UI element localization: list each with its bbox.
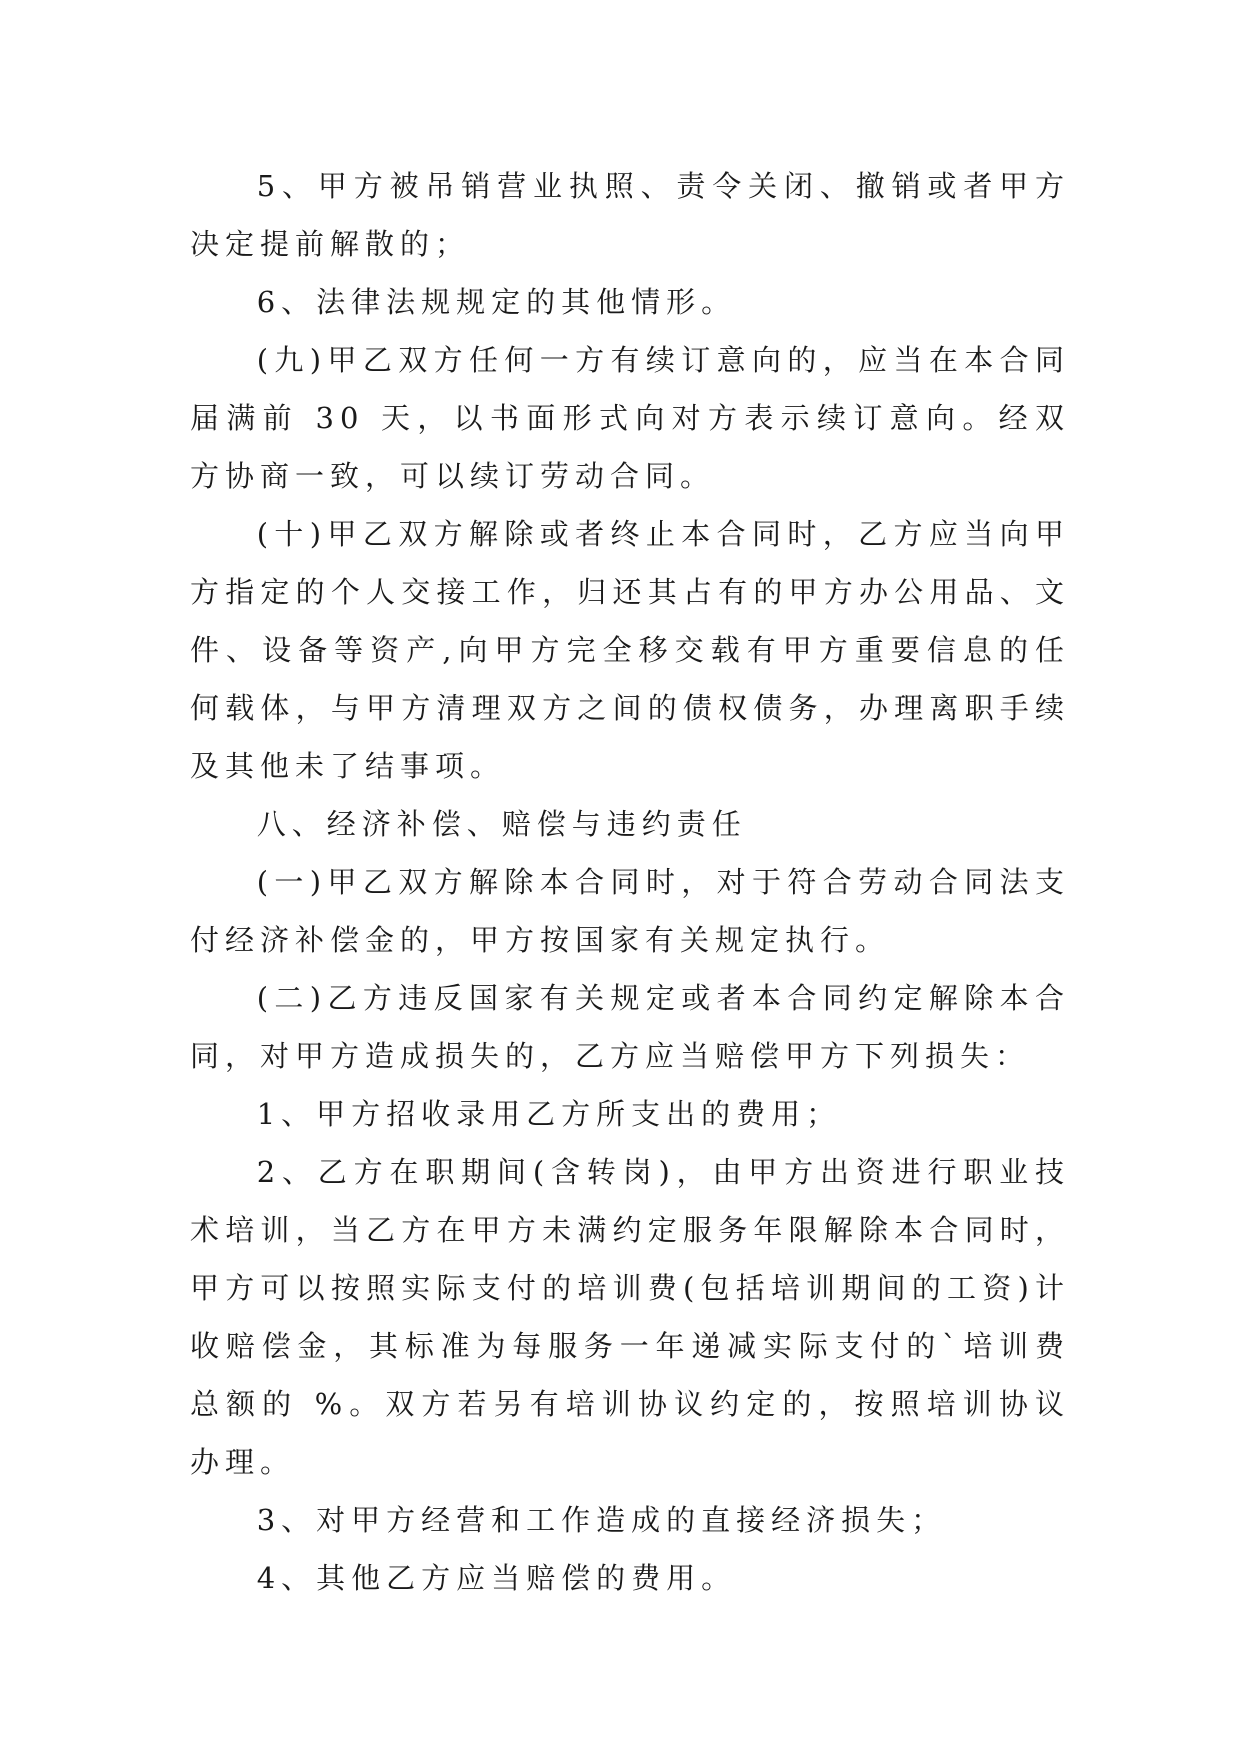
list-item-other-costs: 4、其他乙方应当赔偿的费用。 [256,1561,737,1595]
list-item-training-cost: 2、乙方在职期间(含转岗)，由甲方出资进行职业技术培训，当乙方在甲方未满约定服务年限解除本合同时，甲方可以按照实际支付的培训费(包括培训期间的工资)计收赔偿金，其标准为每服务一年递减实际支付的`培训费总额的 %。双方若另有培训协议约定的，按照培训协议办理。 [190,1155,1070,1479]
paragraph-5-revocation: 5、甲方被吊销营业执照、责令关闭、撤销或者甲方决定提前解散的； [190,169,1070,261]
document-body [190,157,1070,1607]
paragraph-9-renewal: (九)甲乙双方任何一方有续订意向的，应当在本合同届满前 30 天，以书面形式向对方表示续订意向。经双方协商一致，可以续订劳动合同。 [190,343,1070,493]
section-heading-compensation: 八、经济补偿、赔偿与违约责任 [256,807,747,841]
paragraph-2-damages: (二)乙方违反国家有关规定或者本合同约定解除本合同，对甲方造成损失的，乙方应当赔偿甲方下列损失： [190,981,1070,1073]
list-item-recruitment-cost: 1、甲方招收录用乙方所支出的费用； [256,1097,842,1131]
list-item-direct-loss: 3、对甲方经营和工作造成的直接经济损失； [256,1503,947,1537]
paragraph-6-other-cases: 6、法律法规规定的其他情形。 [256,285,737,319]
paragraph-10-handover: (十)甲乙双方解除或者终止本合同时，乙方应当向甲方指定的个人交接工作，归还其占有的甲方办公用品、文件、设备等资产,向甲方完全移交载有甲方重要信息的任何载体，与甲方清理双方之间的债权债务，办理离职手续及其他未了结事项。 [190,517,1070,783]
paragraph-1-economic-compensation: (一)甲乙双方解除本合同时，对于符合劳动合同法支付经济补偿金的，甲方按国家有关规定执行。 [190,865,1070,957]
